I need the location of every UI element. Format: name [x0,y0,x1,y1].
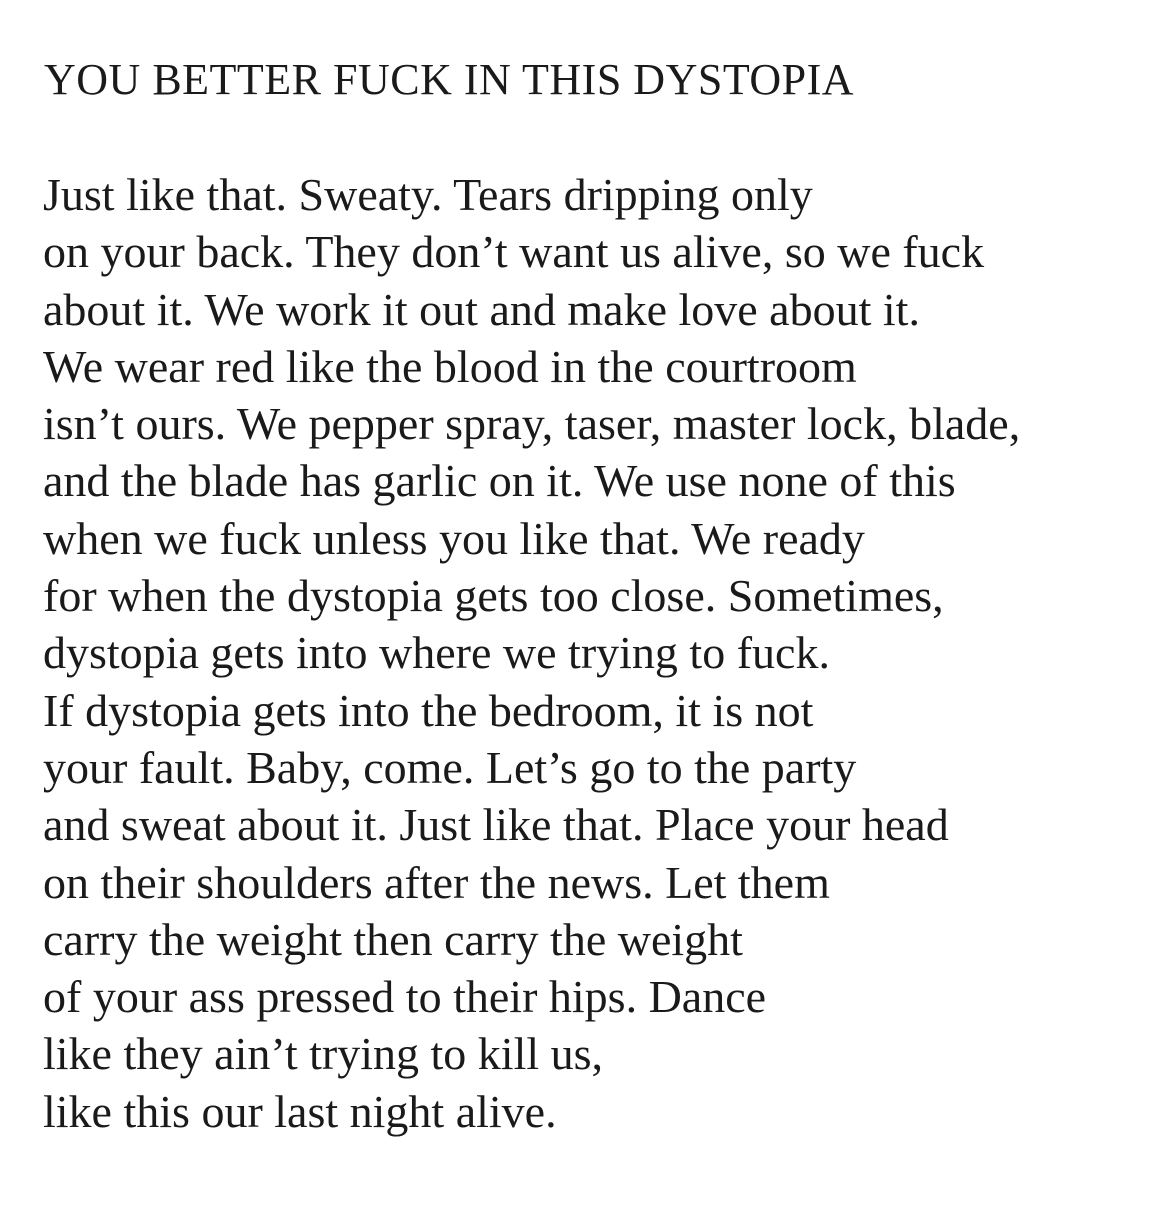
poem-line: Just like that. Sweaty. Tears dripping only [43,169,813,220]
poem-line: If dystopia gets into the bedroom, it is not [43,684,814,736]
poem-line: when we fuck unless you like that. We ready [43,512,865,564]
poem-line: on your back. They don’t want us alive, so we fuck [43,226,985,278]
poem-line: We wear red like the blood in the courtroom [43,340,857,392]
poem-line: isn’t ours. We pepper spray, taser, master lock, blade, [43,398,1021,450]
poem-line: for when the dystopia gets too close. Sometimes, [43,570,944,622]
poem-line: of your ass pressed to their hips. Dance [43,971,767,1023]
poem-line: and the blade has garlic on it. We use none of this [43,455,956,507]
poem-line: dystopia gets into where we trying to fuck. [43,627,830,679]
poem-line: about it. We work it out and make love about it. [43,283,920,335]
poem-line: like they ain’t trying to kill us, [43,1028,604,1080]
poem-title: YOU BETTER FUCK IN THIS DYSTOPIA [44,55,855,104]
poem-line: and sweat about it. Just like that. Place your head [43,799,949,851]
poem-body [43,166,1020,1140]
poem-line: carry the weight then carry the weight [43,913,743,965]
poem-line: like this our last night alive. [43,1085,557,1137]
poem-line: on their shoulders after the news. Let them [43,856,830,908]
poem-line: your fault. Baby, come. Let’s go to the party [43,741,857,793]
